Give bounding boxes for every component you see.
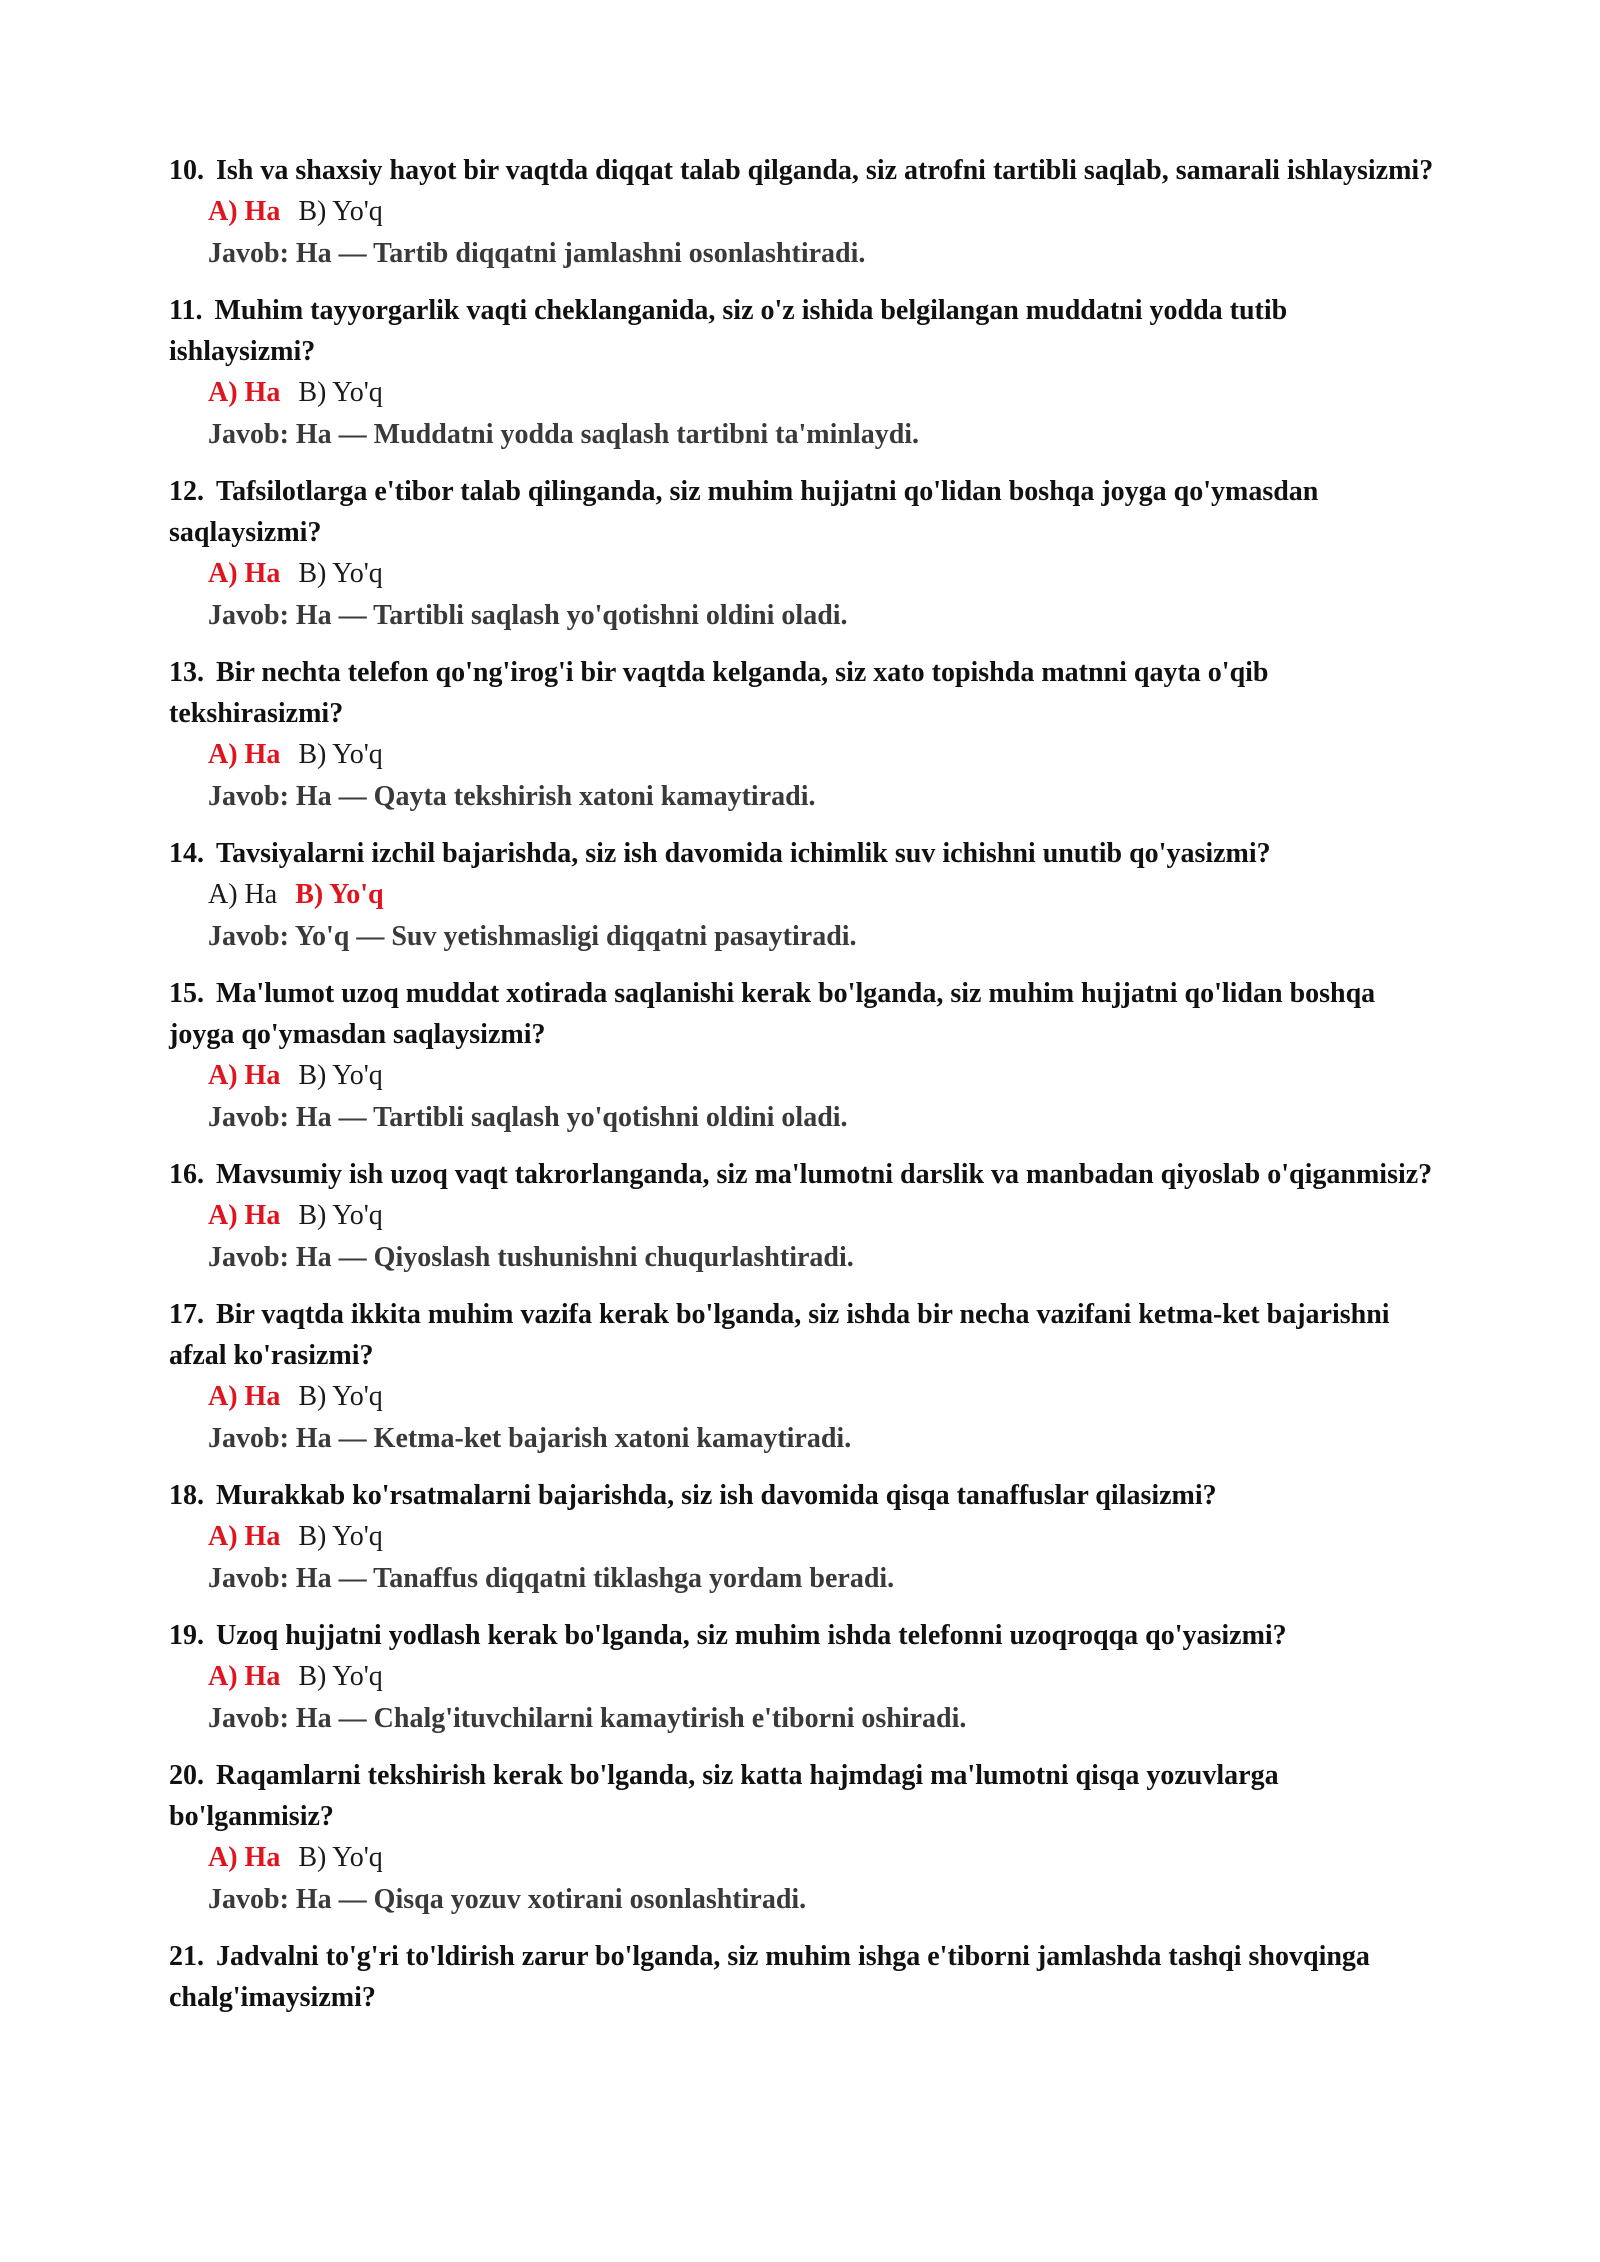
- option-a: A) Ha: [208, 558, 281, 589]
- option-b: B) Yo'q: [298, 196, 383, 227]
- question-number: 12.: [169, 476, 204, 507]
- question-text: [169, 150, 1439, 191]
- option-b: B) Yo'q: [298, 1060, 383, 1091]
- question-number: 17.: [169, 1299, 204, 1330]
- question-18: [169, 1475, 1439, 1600]
- option-b: B) Yo'q: [298, 377, 383, 408]
- option-a: A) Ha: [208, 1842, 281, 1873]
- option-a: A) Ha: [208, 739, 281, 770]
- answer-line: Javob: Ha — Qiyoslash tushunishni chuqurlashtiradi.: [208, 1242, 854, 1273]
- answer-line: Javob: Ha — Tartibli saqlash yo'qotishni oldini oladi.: [208, 1102, 848, 1133]
- options-row: [208, 1516, 1439, 1558]
- option-b: B) Yo'q: [298, 1521, 383, 1552]
- option-a: A) Ha: [208, 1200, 281, 1231]
- question-number: 19.: [169, 1620, 204, 1651]
- question-body: Bir nechta telefon qo'ng'irog'i bir vaqtda kelganda, siz xato topishda matnni qayta o'qib tekshirasizmi?: [169, 657, 1269, 729]
- options-row: [208, 734, 1439, 776]
- question-body: Ish va shaxsiy hayot bir vaqtda diqqat talab qilganda, siz atrofni tartibli saqlab, samarali ishlaysizmi?: [216, 155, 1434, 186]
- question-text: [169, 973, 1439, 1055]
- question-text: [169, 833, 1439, 874]
- question-text: [169, 471, 1439, 553]
- option-b: B) Yo'q: [298, 1661, 383, 1692]
- option-a: A) Ha: [208, 1060, 281, 1091]
- question-11: [169, 290, 1439, 456]
- question-number: 20.: [169, 1760, 204, 1791]
- question-text: [169, 290, 1439, 372]
- option-a: A) Ha: [208, 1521, 281, 1552]
- question-body: Murakkab ko'rsatmalarni bajarishda, siz ish davomida qisqa tanaffuslar qilasizmi?: [216, 1480, 1217, 1511]
- question-number: 11.: [169, 295, 203, 326]
- options-row: [208, 1376, 1439, 1418]
- question-number: 10.: [169, 155, 204, 186]
- options-row: [208, 874, 1439, 916]
- question-13: [169, 652, 1439, 818]
- question-body: Tafsilotlarga e'tibor talab qilinganda, siz muhim hujjatni qo'lidan boshqa joyga qo'ymasdan saqlaysizmi?: [169, 476, 1319, 548]
- question-number: 18.: [169, 1480, 204, 1511]
- question-body: Bir vaqtda ikkita muhim vazifa kerak bo'lganda, siz ishda bir necha vazifani ketma-ket bajarishni afzal ko'rasizmi?: [169, 1299, 1390, 1371]
- question-text: [169, 1154, 1439, 1195]
- options-row: [208, 191, 1439, 233]
- question-12: [169, 471, 1439, 637]
- question-text: [169, 1936, 1439, 2018]
- question-number: 14.: [169, 838, 204, 869]
- question-15: [169, 973, 1439, 1139]
- question-16: [169, 1154, 1439, 1279]
- answer-line: Javob: Ha — Tartib diqqatni jamlashni osonlashtiradi.: [208, 238, 866, 269]
- question-text: [169, 1755, 1439, 1837]
- options-row: [208, 372, 1439, 414]
- answer-line: Javob: Yo'q — Suv yetishmasligi diqqatni pasaytiradi.: [208, 921, 857, 952]
- answer-line: Javob: Ha — Qayta tekshirish xatoni kamaytiradi.: [208, 781, 816, 812]
- answer-line: Javob: Ha — Qisqa yozuv xotirani osonlashtiradi.: [208, 1884, 807, 1915]
- question-number: 21.: [169, 1941, 204, 1972]
- options-row: [208, 1837, 1439, 1879]
- question-text: [169, 1294, 1439, 1376]
- question-10: [169, 150, 1439, 275]
- options-row: [208, 1195, 1439, 1237]
- question-body: Uzoq hujjatni yodlash kerak bo'lganda, siz muhim ishda telefonni uzoqroqqa qo'yasizmi?: [216, 1620, 1287, 1651]
- option-b: B) Yo'q: [298, 1200, 383, 1231]
- answer-line: Javob: Ha — Muddatni yodda saqlash tartibni ta'minlaydi.: [208, 419, 920, 450]
- option-a: A) Ha: [208, 377, 281, 408]
- question-body: Raqamlarni tekshirish kerak bo'lganda, siz katta hajmdagi ma'lumotni qisqa yozuvlarga bo'lganmisiz?: [169, 1760, 1279, 1832]
- answer-line: Javob: Ha — Ketma-ket bajarish xatoni kamaytiradi.: [208, 1423, 852, 1454]
- option-b: B) Yo'q: [298, 558, 383, 589]
- question-17: [169, 1294, 1439, 1460]
- option-a: A) Ha: [208, 196, 281, 227]
- options-row: [208, 1055, 1439, 1097]
- question-body: Ma'lumot uzoq muddat xotirada saqlanishi kerak bo'lganda, siz muhim hujjatni qo'lidan boshqa joyga qo'ymasdan saqlaysizmi?: [169, 978, 1376, 1050]
- question-number: 13.: [169, 657, 204, 688]
- answer-line: Javob: Ha — Tartibli saqlash yo'qotishni oldini oladi.: [208, 600, 848, 631]
- question-body: Mavsumiy ish uzoq vaqt takrorlanganda, siz ma'lumotni darslik va manbadan qiyoslab o'qiganmisiz?: [216, 1159, 1433, 1190]
- question-21: [169, 1936, 1439, 2018]
- option-b: B) Yo'q: [298, 739, 383, 770]
- question-text: [169, 1615, 1439, 1656]
- answer-line: Javob: Ha — Tanaffus diqqatni tiklashga yordam beradi.: [208, 1563, 895, 1594]
- option-a: A) Ha: [208, 879, 278, 910]
- answer-line: Javob: Ha — Chalg'ituvchilarni kamaytirish e'tiborni oshiradi.: [208, 1703, 967, 1734]
- option-b: B) Yo'q: [298, 1842, 383, 1873]
- document-page: [169, 150, 1439, 2033]
- option-b: B) Yo'q: [295, 879, 384, 910]
- question-body: Muhim tayyorgarlik vaqti cheklanganida, siz o'z ishida belgilangan muddatni yodda tutib ishlaysizmi?: [169, 295, 1288, 367]
- option-a: A) Ha: [208, 1661, 281, 1692]
- question-text: [169, 1475, 1439, 1516]
- options-row: [208, 1656, 1439, 1698]
- question-19: [169, 1615, 1439, 1740]
- question-14: [169, 833, 1439, 958]
- question-number: 16.: [169, 1159, 204, 1190]
- option-a: A) Ha: [208, 1381, 281, 1412]
- question-text: [169, 652, 1439, 734]
- option-b: B) Yo'q: [298, 1381, 383, 1412]
- question-body: Tavsiyalarni izchil bajarishda, siz ish davomida ichimlik suv ichishni unutib qo'yasizmi?: [216, 838, 1271, 869]
- question-number: 15.: [169, 978, 204, 1009]
- question-20: [169, 1755, 1439, 1921]
- options-row: [208, 553, 1439, 595]
- question-body: Jadvalni to'g'ri to'ldirish zarur bo'lganda, siz muhim ishga e'tiborni jamlashda tashqi shovqinga chalg'imaysizmi?: [169, 1941, 1370, 2013]
